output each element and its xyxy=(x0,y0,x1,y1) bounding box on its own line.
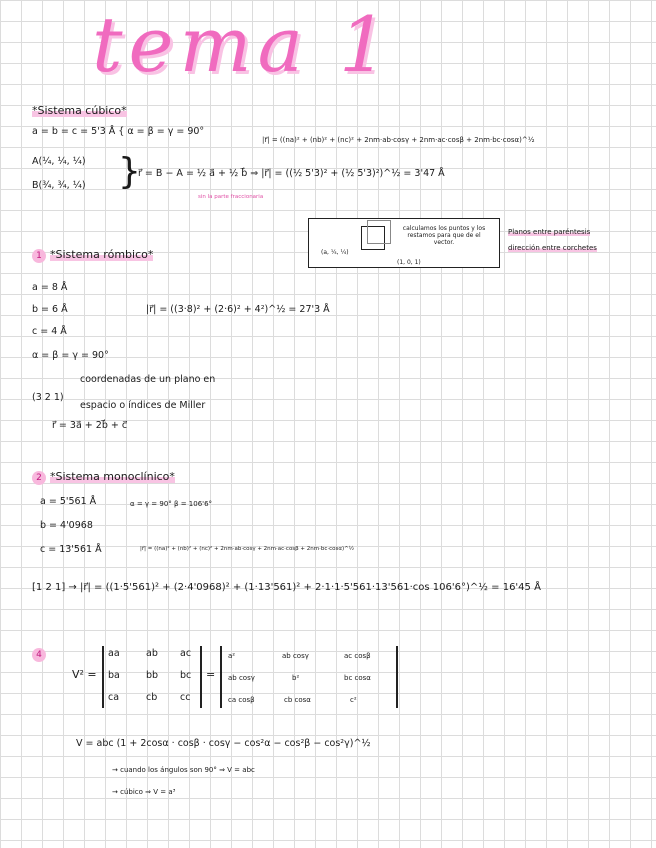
monoclinic-a: a = 5'561 Å xyxy=(40,496,97,507)
side-note-2: dirección entre corchetes xyxy=(508,244,597,252)
det2-r2c2: c² xyxy=(350,696,357,704)
volume-note-1: → cuando los ángulos son 90° ⇒ V = abc xyxy=(112,766,255,774)
det2-r0c0: a² xyxy=(228,652,236,660)
det1-r2c1: cb xyxy=(146,692,158,703)
det1-r1c2: bc xyxy=(180,670,192,681)
monoclinic-c: c = 13'561 Å xyxy=(40,544,102,555)
monoclinic-b: b = 4'0968 xyxy=(40,520,93,531)
cubic-note: sin la parte fraccionaria xyxy=(198,194,264,200)
det2-r2c0: ca cosβ xyxy=(228,696,255,704)
rhombic-c: c = 4 Å xyxy=(32,326,67,337)
cubic-heading: *Sistema cúbico* xyxy=(32,104,127,117)
volume-lhs: V² = xyxy=(72,668,97,681)
cubic-general-formula: |r⃗| = ((na)² + (nb)² + (nc)² + 2nm·ab·cosγ + 2nm·ac·cosβ + 2nm·bc·cosα)^½ xyxy=(262,136,535,144)
brace: } xyxy=(118,151,141,192)
point-b: B(¾, ¾, ¼) xyxy=(32,180,86,191)
det1-r1c1: bb xyxy=(146,670,159,681)
cubic-vector-eq: r⃗ = B − A = ½ a⃗ + ½ b⃗ ⇒ |r⃗| = ((½ 5'3)² + (½ 5'3)²)^½ = 3'47 Å xyxy=(138,168,445,179)
volume-note-2: → cúbico ⇒ V = a³ xyxy=(112,788,176,796)
section-number-badge: 2 xyxy=(32,471,46,485)
volume-formula: V = abc (1 + 2cosα · cosβ · cosγ − cos²α − cos²β − cos²γ)^½ xyxy=(76,738,371,749)
det1-r2c2: cc xyxy=(180,692,191,703)
section-number-badge: 1 xyxy=(32,249,46,263)
det1-r0c1: ab xyxy=(146,648,158,659)
rhombic-b: b = 6 Å xyxy=(32,304,68,315)
monoclinic-general-formula: |r⃗| = ((na)² + (nb)² + (nc)² + 2nm·ab·cosγ + 2nm·ac·cosβ + 2nm·bc·cosα)^½ xyxy=(140,546,355,552)
point-a: A(¼, ¼, ¼) xyxy=(32,156,86,167)
det2-r2c1: cb cosα xyxy=(284,696,311,704)
rhombic-heading-text: *Sistema rómbico* xyxy=(50,248,154,261)
miller-text-2: espacio o índices de Miller xyxy=(80,400,206,411)
cubic-params: a = b = c = 5'3 Å { α = β = γ = 90° xyxy=(32,126,205,137)
det2-r0c1: ab cosγ xyxy=(282,652,309,660)
direction-calculation: [1 2 1] → |r⃗| = ((1·5'561)² + (2·4'0968)² + (1·13'561)² + 2·1·1·5'561·13'561·cos 106'6°)^½ = 16'45 Å xyxy=(32,582,541,593)
det2-r1c1: b² xyxy=(292,674,300,682)
det2-r1c0: ab cosγ xyxy=(228,674,255,682)
det1-r0c2: ac xyxy=(180,648,192,659)
det1-r2c0: ca xyxy=(108,692,120,703)
rhombic-formula: |r⃗| = ((3·8)² + (2·6)² + 4²)^½ = 27'3 Å xyxy=(146,304,330,315)
box-label-a: (a, ¼, ¼) xyxy=(321,249,349,256)
det1-right-bar xyxy=(200,646,202,708)
det1-r1c0: ba xyxy=(108,670,120,681)
det1-left-bar xyxy=(102,646,104,708)
monoclinic-heading xyxy=(32,470,175,485)
cube-diagram xyxy=(361,226,385,250)
box-label-b: (1, 0, 1) xyxy=(397,259,421,266)
det2-right-bar xyxy=(396,646,398,708)
monoclinic-heading-text: *Sistema monoclínico* xyxy=(50,470,175,483)
rhombic-a: a = 8 Å xyxy=(32,282,68,293)
page-title: tema 1 xyxy=(92,0,394,89)
rhombic-heading xyxy=(32,248,153,263)
miller-text-1: coordenadas de un plano en xyxy=(80,374,216,385)
diagram-box xyxy=(308,218,500,268)
miller-vector: r⃗ = 3a⃗ + 2b⃗ + c⃗ xyxy=(52,420,128,431)
det1-r0c0: aa xyxy=(108,648,120,659)
rhombic-angles: α = β = γ = 90° xyxy=(32,350,109,361)
miller-index: (3 2 1) xyxy=(32,392,64,403)
det2-r1c2: bc cosα xyxy=(344,674,371,682)
det2-left-bar xyxy=(220,646,222,708)
volume-section-number xyxy=(32,642,50,662)
det2-r0c2: ac cosβ xyxy=(344,652,371,660)
monoclinic-angles: α = γ = 90° β = 106'6° xyxy=(130,500,213,508)
equals-sign: = xyxy=(206,668,216,681)
side-note-1: Planos entre paréntesis xyxy=(508,228,591,236)
section-number-badge: 4 xyxy=(32,648,46,662)
box-text: calculamos los puntos y los restamos para que de el vector. xyxy=(402,225,486,246)
